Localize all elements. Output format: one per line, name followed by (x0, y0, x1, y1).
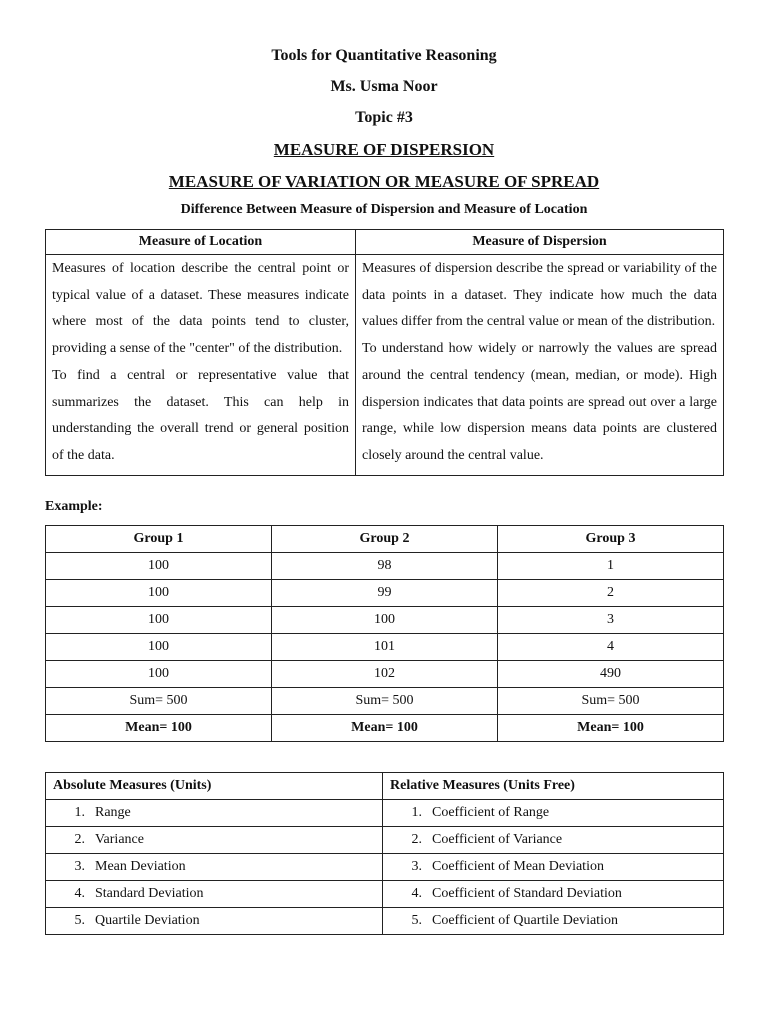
column-header: Group 3 (498, 526, 724, 553)
location-purpose: To find a central or representative value that summarizes the dataset. This can help in understanding the overall trend or general position of the data. (52, 367, 349, 463)
example-groups-table (45, 525, 724, 742)
table-header-row (46, 526, 724, 553)
table-cell: 100 (272, 607, 498, 634)
relative-measure-cell (383, 800, 724, 827)
mean-cell: Mean= 100 (498, 715, 724, 742)
absolute-measure: Range (95, 805, 131, 820)
table-row (46, 881, 724, 908)
example-label: Example: (45, 499, 103, 514)
list-number: 2. (411, 832, 422, 847)
list-number: 5. (74, 913, 85, 928)
column-header-location: Measure of Location (46, 230, 356, 255)
absolute-measure: Mean Deviation (95, 859, 186, 874)
table-header-row (46, 230, 724, 255)
table-row (46, 553, 724, 580)
absolute-measure: Variance (95, 832, 144, 847)
table-cell: 4 (498, 634, 724, 661)
table-cell: 100 (46, 553, 272, 580)
relative-measure: Coefficient of Quartile Deviation (432, 913, 618, 928)
absolute-measure-cell (46, 881, 383, 908)
dispersion-purpose: To understand how widely or narrowly the values are spread around the central tendency (mean, median, or mode). High dispersion indicates that data points are spread out over a large range, while low dispersion means data points are clustered closely around the central value. (362, 341, 717, 463)
sum-cell: Sum= 500 (46, 688, 272, 715)
dispersion-definition: Measures of dispersion describe the spread or variability of the data points in a dataset. They indicate how much the data values differ from the central value or mean of the distribution. (362, 261, 717, 330)
table-cell: 101 (272, 634, 498, 661)
table-cell: 102 (272, 661, 498, 688)
table-cell: 2 (498, 580, 724, 607)
relative-measure: Coefficient of Standard Deviation (432, 886, 622, 901)
table-row (46, 634, 724, 661)
table-row (46, 580, 724, 607)
absolute-measure: Standard Deviation (95, 886, 204, 901)
table-row (46, 255, 724, 476)
absolute-measure-cell (46, 827, 383, 854)
list-number: 3. (411, 859, 422, 874)
comparison-table (45, 229, 724, 476)
table-cell: 1 (498, 553, 724, 580)
page-title: MEASURE OF DISPERSION (273, 140, 495, 159)
table-cell: 490 (498, 661, 724, 688)
relative-measure: Coefficient of Range (432, 805, 550, 820)
table-cell: 100 (46, 580, 272, 607)
relative-measure: Coefficient of Variance (432, 832, 563, 847)
sum-row (46, 688, 724, 715)
column-header-relative: Relative Measures (Units Free) (383, 773, 724, 800)
list-number: 3. (74, 859, 85, 874)
relative-measure: Coefficient of Mean Deviation (432, 859, 604, 874)
absolute-measure: Quartile Deviation (95, 913, 200, 928)
mean-row (46, 715, 724, 742)
table-row (46, 800, 724, 827)
table-cell: 100 (46, 607, 272, 634)
measures-table (45, 772, 724, 935)
column-header-absolute: Absolute Measures (Units) (46, 773, 383, 800)
list-number: 2. (74, 832, 85, 847)
list-number: 4. (74, 886, 85, 901)
absolute-measure-cell (46, 800, 383, 827)
relative-measure-cell (383, 908, 724, 935)
relative-measure-cell (383, 881, 724, 908)
location-definition: Measures of location describe the central point or typical value of a dataset. These measures indicate where most of the data points tend to cluster, providing a sense of the "center" of the distribution. (52, 261, 349, 357)
table-cell: 98 (272, 553, 498, 580)
table-row (46, 661, 724, 688)
table-row (46, 908, 724, 935)
table-row (46, 854, 724, 881)
instructor-name: Ms. Usma Noor (330, 78, 438, 95)
table-cell: 3 (498, 607, 724, 634)
dispersion-description-cell (356, 255, 724, 476)
page-subtitle: MEASURE OF VARIATION OR MEASURE OF SPREAD (168, 172, 600, 191)
table-cell: 100 (46, 661, 272, 688)
list-number: 1. (411, 805, 422, 820)
location-description-cell (46, 255, 356, 476)
sum-cell: Sum= 500 (498, 688, 724, 715)
section-title: Difference Between Measure of Dispersion and Measure of Location (180, 202, 588, 217)
table-header-row (46, 773, 724, 800)
list-number: 5. (411, 913, 422, 928)
table-row (46, 607, 724, 634)
absolute-measure-cell (46, 908, 383, 935)
mean-cell: Mean= 100 (272, 715, 498, 742)
list-number: 1. (74, 805, 85, 820)
column-header: Group 2 (272, 526, 498, 553)
absolute-measure-cell (46, 854, 383, 881)
relative-measure-cell (383, 827, 724, 854)
mean-cell: Mean= 100 (46, 715, 272, 742)
course-title: Tools for Quantitative Reasoning (271, 47, 497, 64)
sum-cell: Sum= 500 (272, 688, 498, 715)
topic-number: Topic #3 (355, 109, 413, 126)
column-header-dispersion: Measure of Dispersion (356, 230, 724, 255)
relative-measure-cell (383, 854, 724, 881)
table-cell: 100 (46, 634, 272, 661)
table-row (46, 827, 724, 854)
table-cell: 99 (272, 580, 498, 607)
column-header: Group 1 (46, 526, 272, 553)
list-number: 4. (411, 886, 422, 901)
